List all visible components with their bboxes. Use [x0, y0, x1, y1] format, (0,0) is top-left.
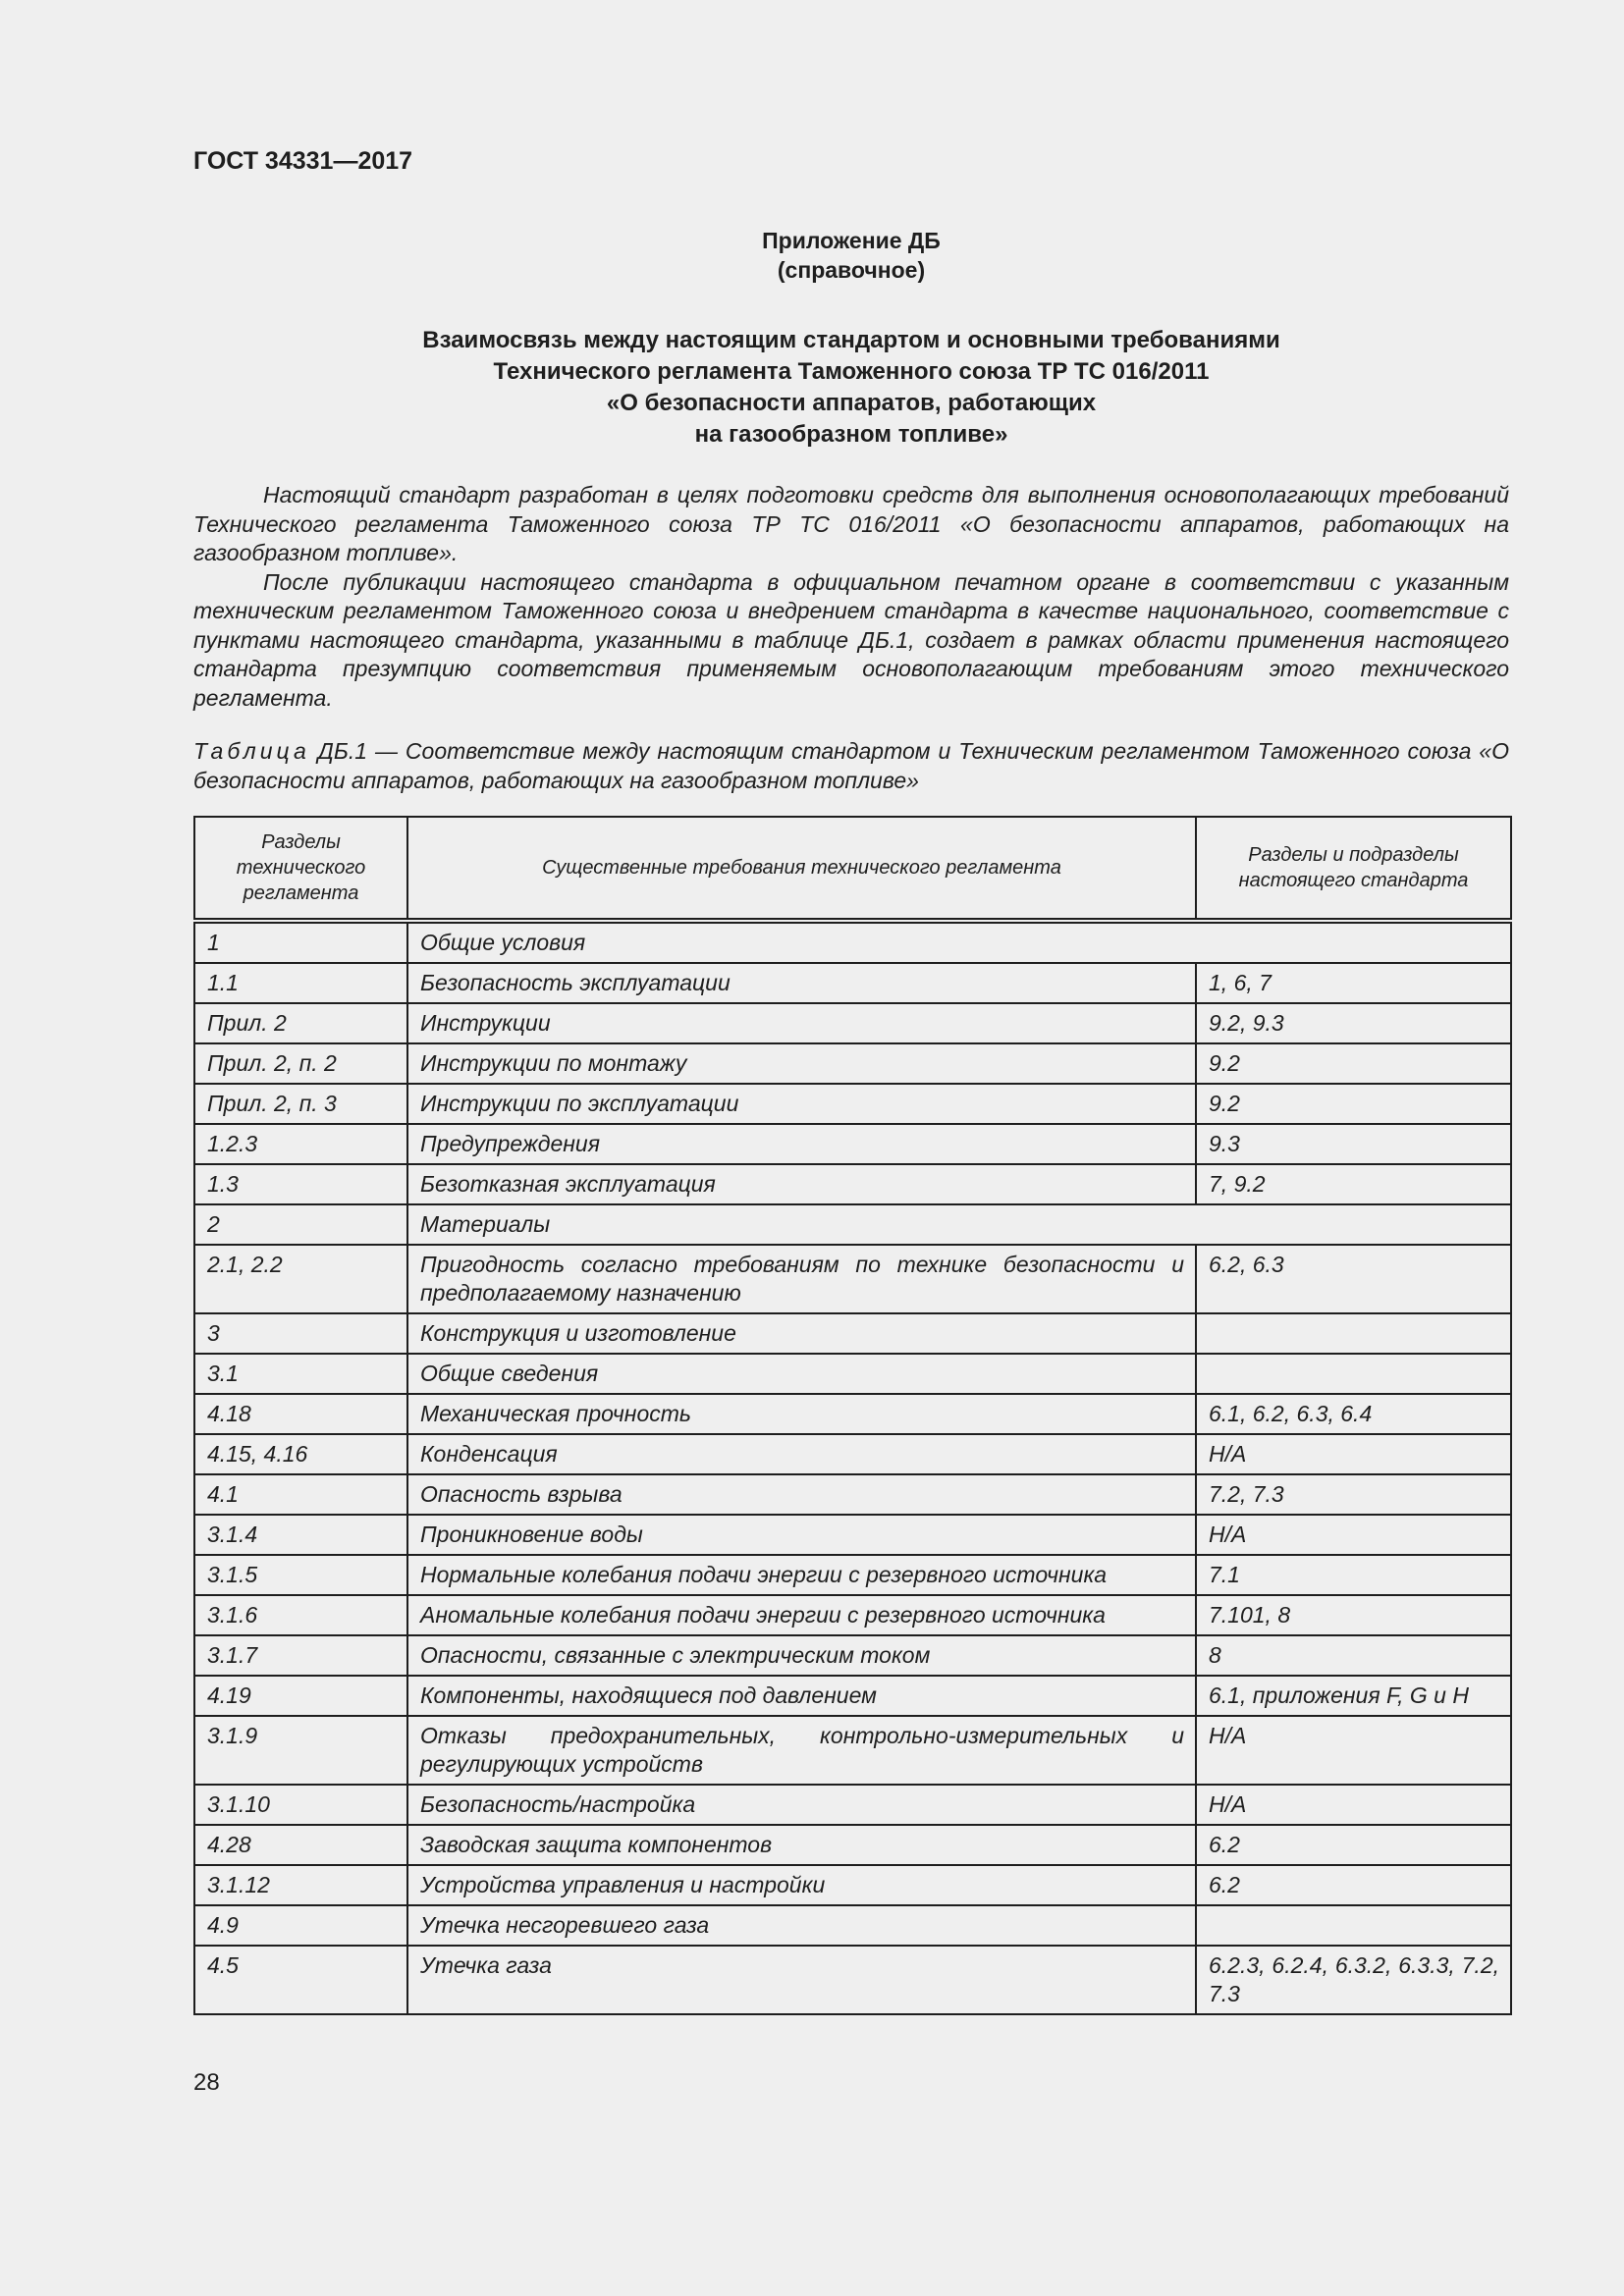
table-row [194, 1555, 1511, 1595]
table-row [194, 1043, 1511, 1084]
table-row [194, 1595, 1511, 1635]
cell-standard-section: Н/А [1196, 1785, 1511, 1825]
cell-requirement: Проникновение воды [407, 1515, 1196, 1555]
cell-standard-section: Н/А [1196, 1716, 1511, 1785]
table-row [194, 1394, 1511, 1434]
table-row [194, 1865, 1511, 1905]
cell-section: 3 [194, 1313, 407, 1354]
table-row [194, 1204, 1511, 1245]
cell-section: 4.28 [194, 1825, 407, 1865]
cell-standard-section: 6.2.3, 6.2.4, 6.3.2, 6.3.3, 7.2, 7.3 [1196, 1946, 1511, 2014]
cell-standard-section: 7.1 [1196, 1555, 1511, 1595]
cell-requirement: Компоненты, находящиеся под давлением [407, 1676, 1196, 1716]
cell-section: 2 [194, 1204, 407, 1245]
cell-requirement: Опасности, связанные с электрическим током [407, 1635, 1196, 1676]
cell-section: 3.1.5 [194, 1555, 407, 1595]
cell-standard-section: 6.1, 6.2, 6.3, 6.4 [1196, 1394, 1511, 1434]
cell-section: 3.1.6 [194, 1595, 407, 1635]
cell-section: 3.1.7 [194, 1635, 407, 1676]
cell-section: 4.9 [194, 1905, 407, 1946]
cell-section: 4.1 [194, 1474, 407, 1515]
cell-requirement: Инструкции по эксплуатации [407, 1084, 1196, 1124]
cell-section: 1.3 [194, 1164, 407, 1204]
cell-requirement: Заводская защита компонентов [407, 1825, 1196, 1865]
body-text [193, 481, 1509, 713]
cell-standard-section [1196, 1354, 1511, 1394]
table-row [194, 1434, 1511, 1474]
cell-standard-section: 6.2, 6.3 [1196, 1245, 1511, 1313]
cell-standard-section: 7, 9.2 [1196, 1164, 1511, 1204]
cell-requirement: Опасность взрыва [407, 1474, 1196, 1515]
cell-requirement: Пригодность согласно требованиям по технике безопасности и предполагаемому назначению [407, 1245, 1196, 1313]
cell-requirement: Конструкция и изготовление [407, 1313, 1196, 1354]
table-row [194, 1124, 1511, 1164]
cell-standard-section [1196, 1313, 1511, 1354]
cell-standard-section: 6.1, приложения F, G и H [1196, 1676, 1511, 1716]
title-line: Технического регламента Таможенного союза ТР ТС 016/2011 [493, 358, 1210, 385]
cell-requirement: Аномальные колебания подачи энергии с резервного источника [407, 1595, 1196, 1635]
cell-standard-section: 7.2, 7.3 [1196, 1474, 1511, 1515]
cell-section: 4.5 [194, 1946, 407, 2014]
document-page [193, 147, 1509, 2015]
title-line: «О безопасности аппаратов, работающих [606, 390, 1097, 416]
cell-requirement: Безотказная эксплуатация [407, 1164, 1196, 1204]
cell-requirement: Устройства управления и настройки [407, 1865, 1196, 1905]
paragraph: После публикации настоящего стандарта в официальном печатном органе в соответствии с указанным техническим регламентом Таможенного союза и внедрением стандарта в качестве национального, соответствие с пунктами настоящего стандарта, указанными в таблице ДБ.1, создает в рамках области применения настоящего стандарта презумпцию соответствия применяемым основополагающим требованиям этого технического регламента. [193, 568, 1509, 711]
cell-standard-section: 8 [1196, 1635, 1511, 1676]
cell-requirement: Инструкции по монтажу [407, 1043, 1196, 1084]
cell-requirement: Общие сведения [407, 1354, 1196, 1394]
cell-section: 1.1 [194, 963, 407, 1003]
cell-section: 1.2.3 [194, 1124, 407, 1164]
cell-standard-section: Н/А [1196, 1515, 1511, 1555]
cell-section: 3.1.10 [194, 1785, 407, 1825]
cell-standard-section: 6.2 [1196, 1865, 1511, 1905]
table-caption-label: Таблица [193, 738, 310, 764]
cell-standard-section [1196, 1905, 1511, 1946]
cell-standard-section: 9.3 [1196, 1124, 1511, 1164]
paragraph: Настоящий стандарт разработан в целях подготовки средств для выполнения основополагающих требований Технического регламента Таможенного союза ТР ТС 016/2011 «О безопасности аппаратов, работающих на газообразном топливе». [193, 482, 1509, 565]
document-title [193, 325, 1509, 451]
table-caption [193, 737, 1509, 795]
cell-section: 2.1, 2.2 [194, 1245, 407, 1313]
title-line: Взаимосвязь между настоящим стандартом и основными требованиями [422, 327, 1280, 353]
cell-standard-section: 9.2 [1196, 1084, 1511, 1124]
requirements-table [193, 816, 1512, 2015]
table-row [194, 1676, 1511, 1716]
appendix-heading [193, 226, 1509, 285]
cell-section: 4.18 [194, 1394, 407, 1434]
appendix-title: Приложение ДБ [762, 228, 941, 253]
table-caption-text: ДБ.1 — Соответствие между настоящим стандартом и Техническим регламентом Таможенного союза «О безопасности аппаратов, работающих на газообразном топливе» [193, 738, 1509, 793]
cell-section: Прил. 2, п. 3 [194, 1084, 407, 1124]
table-row [194, 1515, 1511, 1555]
cell-standard-section: 9.2, 9.3 [1196, 1003, 1511, 1043]
cell-requirement: Конденсация [407, 1434, 1196, 1474]
cell-requirement: Утечка несгоревшего газа [407, 1905, 1196, 1946]
cell-section: 3.1.12 [194, 1865, 407, 1905]
column-header-sections: Разделы технического регламента [194, 817, 407, 921]
cell-requirement: Общие условия [407, 921, 1511, 963]
column-header-standard-sections: Разделы и подразделы настоящего стандарта [1196, 817, 1511, 921]
appendix-subtitle: (справочное) [777, 257, 926, 283]
table-row [194, 1354, 1511, 1394]
table-row [194, 1905, 1511, 1946]
cell-section: 3.1.9 [194, 1716, 407, 1785]
table-row [194, 963, 1511, 1003]
cell-requirement: Инструкции [407, 1003, 1196, 1043]
cell-section: 4.19 [194, 1676, 407, 1716]
table-row [194, 1946, 1511, 2014]
table-row [194, 1084, 1511, 1124]
table-row [194, 1164, 1511, 1204]
cell-requirement: Предупреждения [407, 1124, 1196, 1164]
cell-section: 3.1 [194, 1354, 407, 1394]
cell-standard-section: 9.2 [1196, 1043, 1511, 1084]
cell-standard-section: 1, 6, 7 [1196, 963, 1511, 1003]
cell-standard-section: Н/А [1196, 1434, 1511, 1474]
cell-standard-section: 7.101, 8 [1196, 1595, 1511, 1635]
column-header-requirements: Существенные требования технического регламента [407, 817, 1196, 921]
cell-section: 3.1.4 [194, 1515, 407, 1555]
cell-requirement: Механическая прочность [407, 1394, 1196, 1434]
title-line: на газообразном топливе» [694, 421, 1008, 448]
cell-standard-section: 6.2 [1196, 1825, 1511, 1865]
table-row [194, 1716, 1511, 1785]
cell-requirement: Нормальные колебания подачи энергии с резервного источника [407, 1555, 1196, 1595]
table-row [194, 1825, 1511, 1865]
cell-section: Прил. 2 [194, 1003, 407, 1043]
cell-requirement: Материалы [407, 1204, 1511, 1245]
table-row [194, 1313, 1511, 1354]
table-row [194, 921, 1511, 963]
page-number: 28 [193, 2069, 220, 2096]
table-row [194, 1245, 1511, 1313]
table-body [194, 921, 1511, 2014]
document-code: ГОСТ 34331—2017 [193, 147, 413, 175]
cell-requirement: Отказы предохранительных, контрольно-измерительных и регулирующих устройств [407, 1716, 1196, 1785]
table-row [194, 1474, 1511, 1515]
cell-requirement: Утечка газа [407, 1946, 1196, 2014]
cell-section: Прил. 2, п. 2 [194, 1043, 407, 1084]
table-header-row [194, 817, 1511, 921]
cell-requirement: Безопасность/настройка [407, 1785, 1196, 1825]
cell-section: 4.15, 4.16 [194, 1434, 407, 1474]
table-row [194, 1635, 1511, 1676]
cell-section: 1 [194, 921, 407, 963]
cell-requirement: Безопасность эксплуатации [407, 963, 1196, 1003]
table-row [194, 1785, 1511, 1825]
table-row [194, 1003, 1511, 1043]
